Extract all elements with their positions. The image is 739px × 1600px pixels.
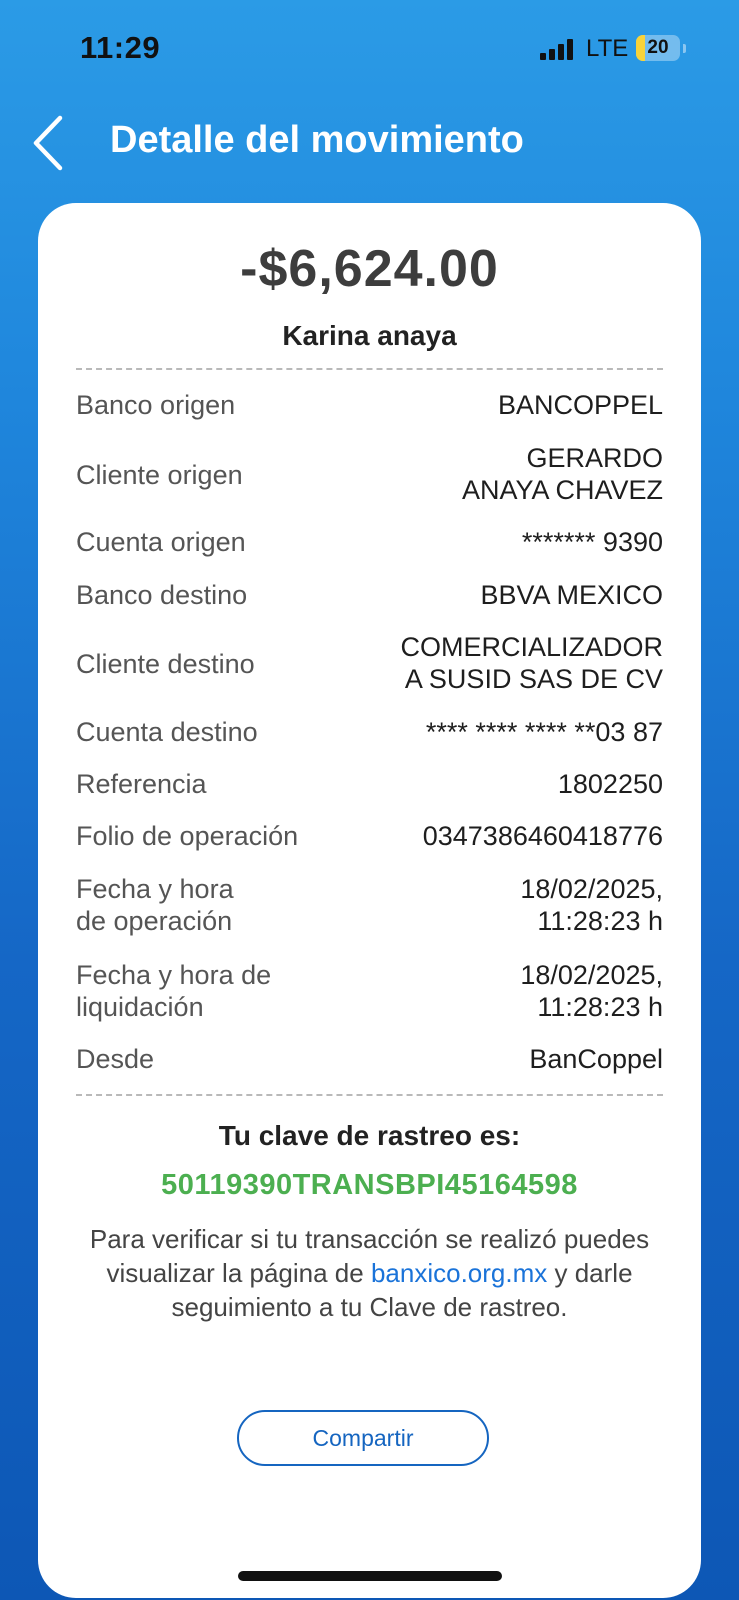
detail-value: 1802250: [557, 769, 663, 799]
detail-value: **** **** **** **03 87: [425, 717, 663, 747]
banxico-link[interactable]: banxico.org.mx: [370, 1258, 548, 1288]
detail-label: Desde: [76, 1044, 155, 1074]
detail-value: BanCoppel: [529, 1044, 663, 1074]
detail-label: Cliente origen: [76, 460, 243, 490]
amount: -$6,624.00: [240, 240, 499, 298]
detail-value: BANCOPPEL: [497, 390, 663, 420]
detail-label: Referencia: [76, 769, 207, 799]
detail-value: BBVA MEXICO: [480, 580, 663, 610]
detail-label: Cuenta destino: [76, 717, 258, 747]
info-text: Para verificar si tu transacción se realizó puedes visualizar la página de: [89, 1224, 650, 1288]
divider: [76, 368, 663, 370]
detail-value: GERARDO ANAYA CHAVEZ: [461, 443, 663, 505]
signal-icon: [540, 38, 574, 60]
detail-value: COMERCIALIZADOR A SUSID SAS DE CV: [400, 632, 663, 694]
detail-label: Cuenta origen: [76, 527, 246, 557]
network-type: LTE: [586, 35, 629, 62]
detail-label: Cliente destino: [76, 649, 255, 679]
detail-value: 18/02/2025, 11:28:23 h: [520, 960, 663, 1022]
page-title: Detalle del movimiento: [110, 119, 524, 161]
detail-label: Banco destino: [76, 580, 248, 610]
chevron-left-icon: [30, 112, 70, 174]
detail-label: Folio de operación: [76, 821, 299, 851]
info-text: y darle seguimiento a tu Clave de rastreo.: [171, 1258, 633, 1322]
status-bar: [0, 0, 739, 96]
trace-code: 50119390TRANSBPI45164598: [161, 1169, 578, 1201]
detail-value: 18/02/2025, 11:28:23 h: [520, 874, 663, 936]
verification-info: [78, 1222, 661, 1324]
recipient-name: Karina anaya: [282, 320, 457, 351]
battery-level: 20: [647, 37, 669, 58]
movement-detail-card: [38, 203, 701, 1598]
battery-icon: [636, 35, 680, 61]
detail-value: ******* 9390: [521, 527, 663, 557]
trace-title: Tu clave de rastreo es:: [218, 1120, 521, 1151]
back-button[interactable]: [30, 112, 70, 174]
home-indicator[interactable]: [238, 1571, 502, 1581]
detail-label: Fecha y hora de operación: [76, 874, 234, 936]
divider: [76, 1094, 663, 1096]
detail-label: Banco origen: [76, 390, 236, 420]
status-time: 11:29: [80, 30, 161, 65]
battery-cap: [683, 44, 686, 53]
share-button[interactable]: Compartir: [237, 1410, 489, 1466]
detail-label: Fecha y hora de liquidación: [76, 960, 272, 1022]
detail-value: 0347386460418776: [422, 821, 663, 851]
